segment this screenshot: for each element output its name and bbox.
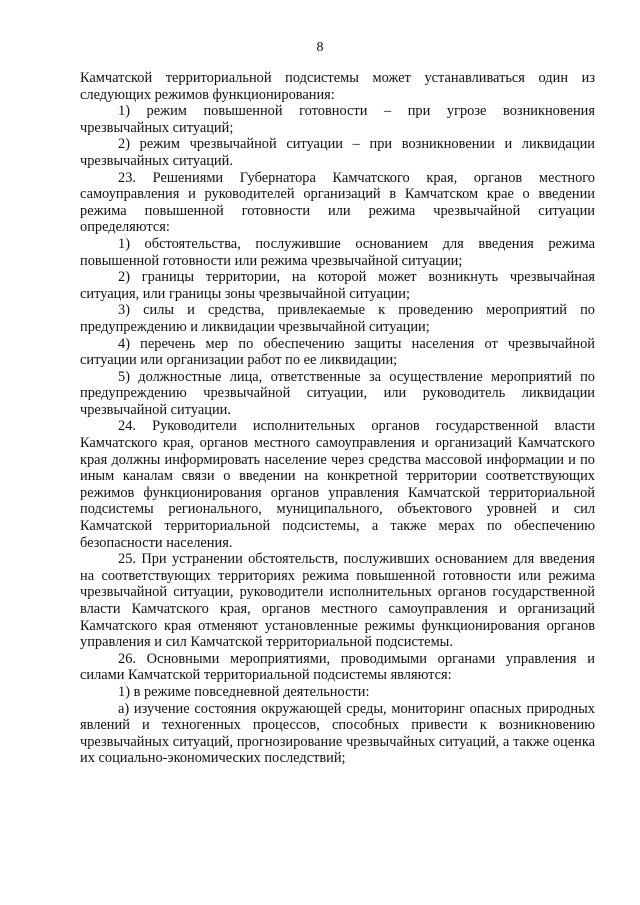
paragraph: Камчатской территориальной подсистемы может устанавливаться один из следующих режимов функционирования: bbox=[80, 70, 595, 103]
paragraph: 2) режим чрезвычайной ситуации – при возникновении и ликвидации чрезвычайных ситуаций. bbox=[80, 136, 595, 169]
paragraph: 1) режим повышенной готовности – при угрозе возникновения чрезвычайных ситуаций; bbox=[80, 103, 595, 136]
paragraph: 26. Основными мероприятиями, проводимыми органами управления и силами Камчатской территориальной подсистемы являются: bbox=[80, 650, 595, 684]
paragraph: 24. Руководители исполнительных органов государственной власти Камчатского края, органов местного самоуправления и организаций Камчатского края должны информировать население через средства массовой информации и по иным каналам связи о введении на конкретной территории соответствующих режимов функционирования органов управления Камчатской территориальной подсистемы регионального, муниципального, объектового уровней и сил Камчатской территориальной подсистемы, а также мерах по обеспечению безопасности населения. bbox=[80, 418, 595, 551]
paragraph: 25. При устранении обстоятельств, послуживших основанием для введения на соответствующих территориях режима повышенной готовности или режима чрезвычайной ситуации, руководители исполнительных органов государственной власти Камчатского края, органов местного самоуправления и организаций Камчатского края отменяют установленные режимы функционирования органов управления и сил Камчатской территориальной подсистемы. bbox=[80, 551, 595, 651]
paragraph: 4) перечень мер по обеспечению защиты населения от чрезвычайной ситуации или организации работ по ее ликвидации; bbox=[80, 335, 595, 369]
paragraph: а) изучение состояния окружающей среды, мониторинг опасных природных явлений и техногенных процессов, способных привести к возникновению чрезвычайных ситуаций, прогнозирование чрезвычайных ситуаций, а также оценка их социально-экономических последствий; bbox=[80, 700, 595, 767]
paragraph: 3) силы и средства, привлекаемые к проведению мероприятий по предупреждению и ликвидации чрезвычайной ситуации; bbox=[80, 302, 595, 335]
paragraph: 1) обстоятельства, послужившие основанием для введения режима повышенной готовности или режима чрезвычайной ситуации; bbox=[80, 235, 595, 269]
paragraph: 1) в режиме повседневной деятельности: bbox=[118, 683, 370, 700]
page-number: 8 bbox=[316, 40, 324, 55]
paragraph: 5) должностные лица, ответственные за осуществление мероприятий по предупреждению чрезвычайной ситуации, или руководитель ликвидации чрезвычайной ситуации. bbox=[80, 368, 595, 418]
paragraph: 2) границы территории, на которой может возникнуть чрезвычайная ситуация, или границы зоны чрезвычайной ситуации; bbox=[80, 269, 595, 302]
paragraph: 23. Решениями Губернатора Камчатского края, органов местного самоуправления и руководителей организаций в Камчатском крае о введении режима повышенной готовности или режима чрезвычайной ситуации определяются: bbox=[80, 169, 595, 236]
document-body bbox=[80, 70, 595, 767]
